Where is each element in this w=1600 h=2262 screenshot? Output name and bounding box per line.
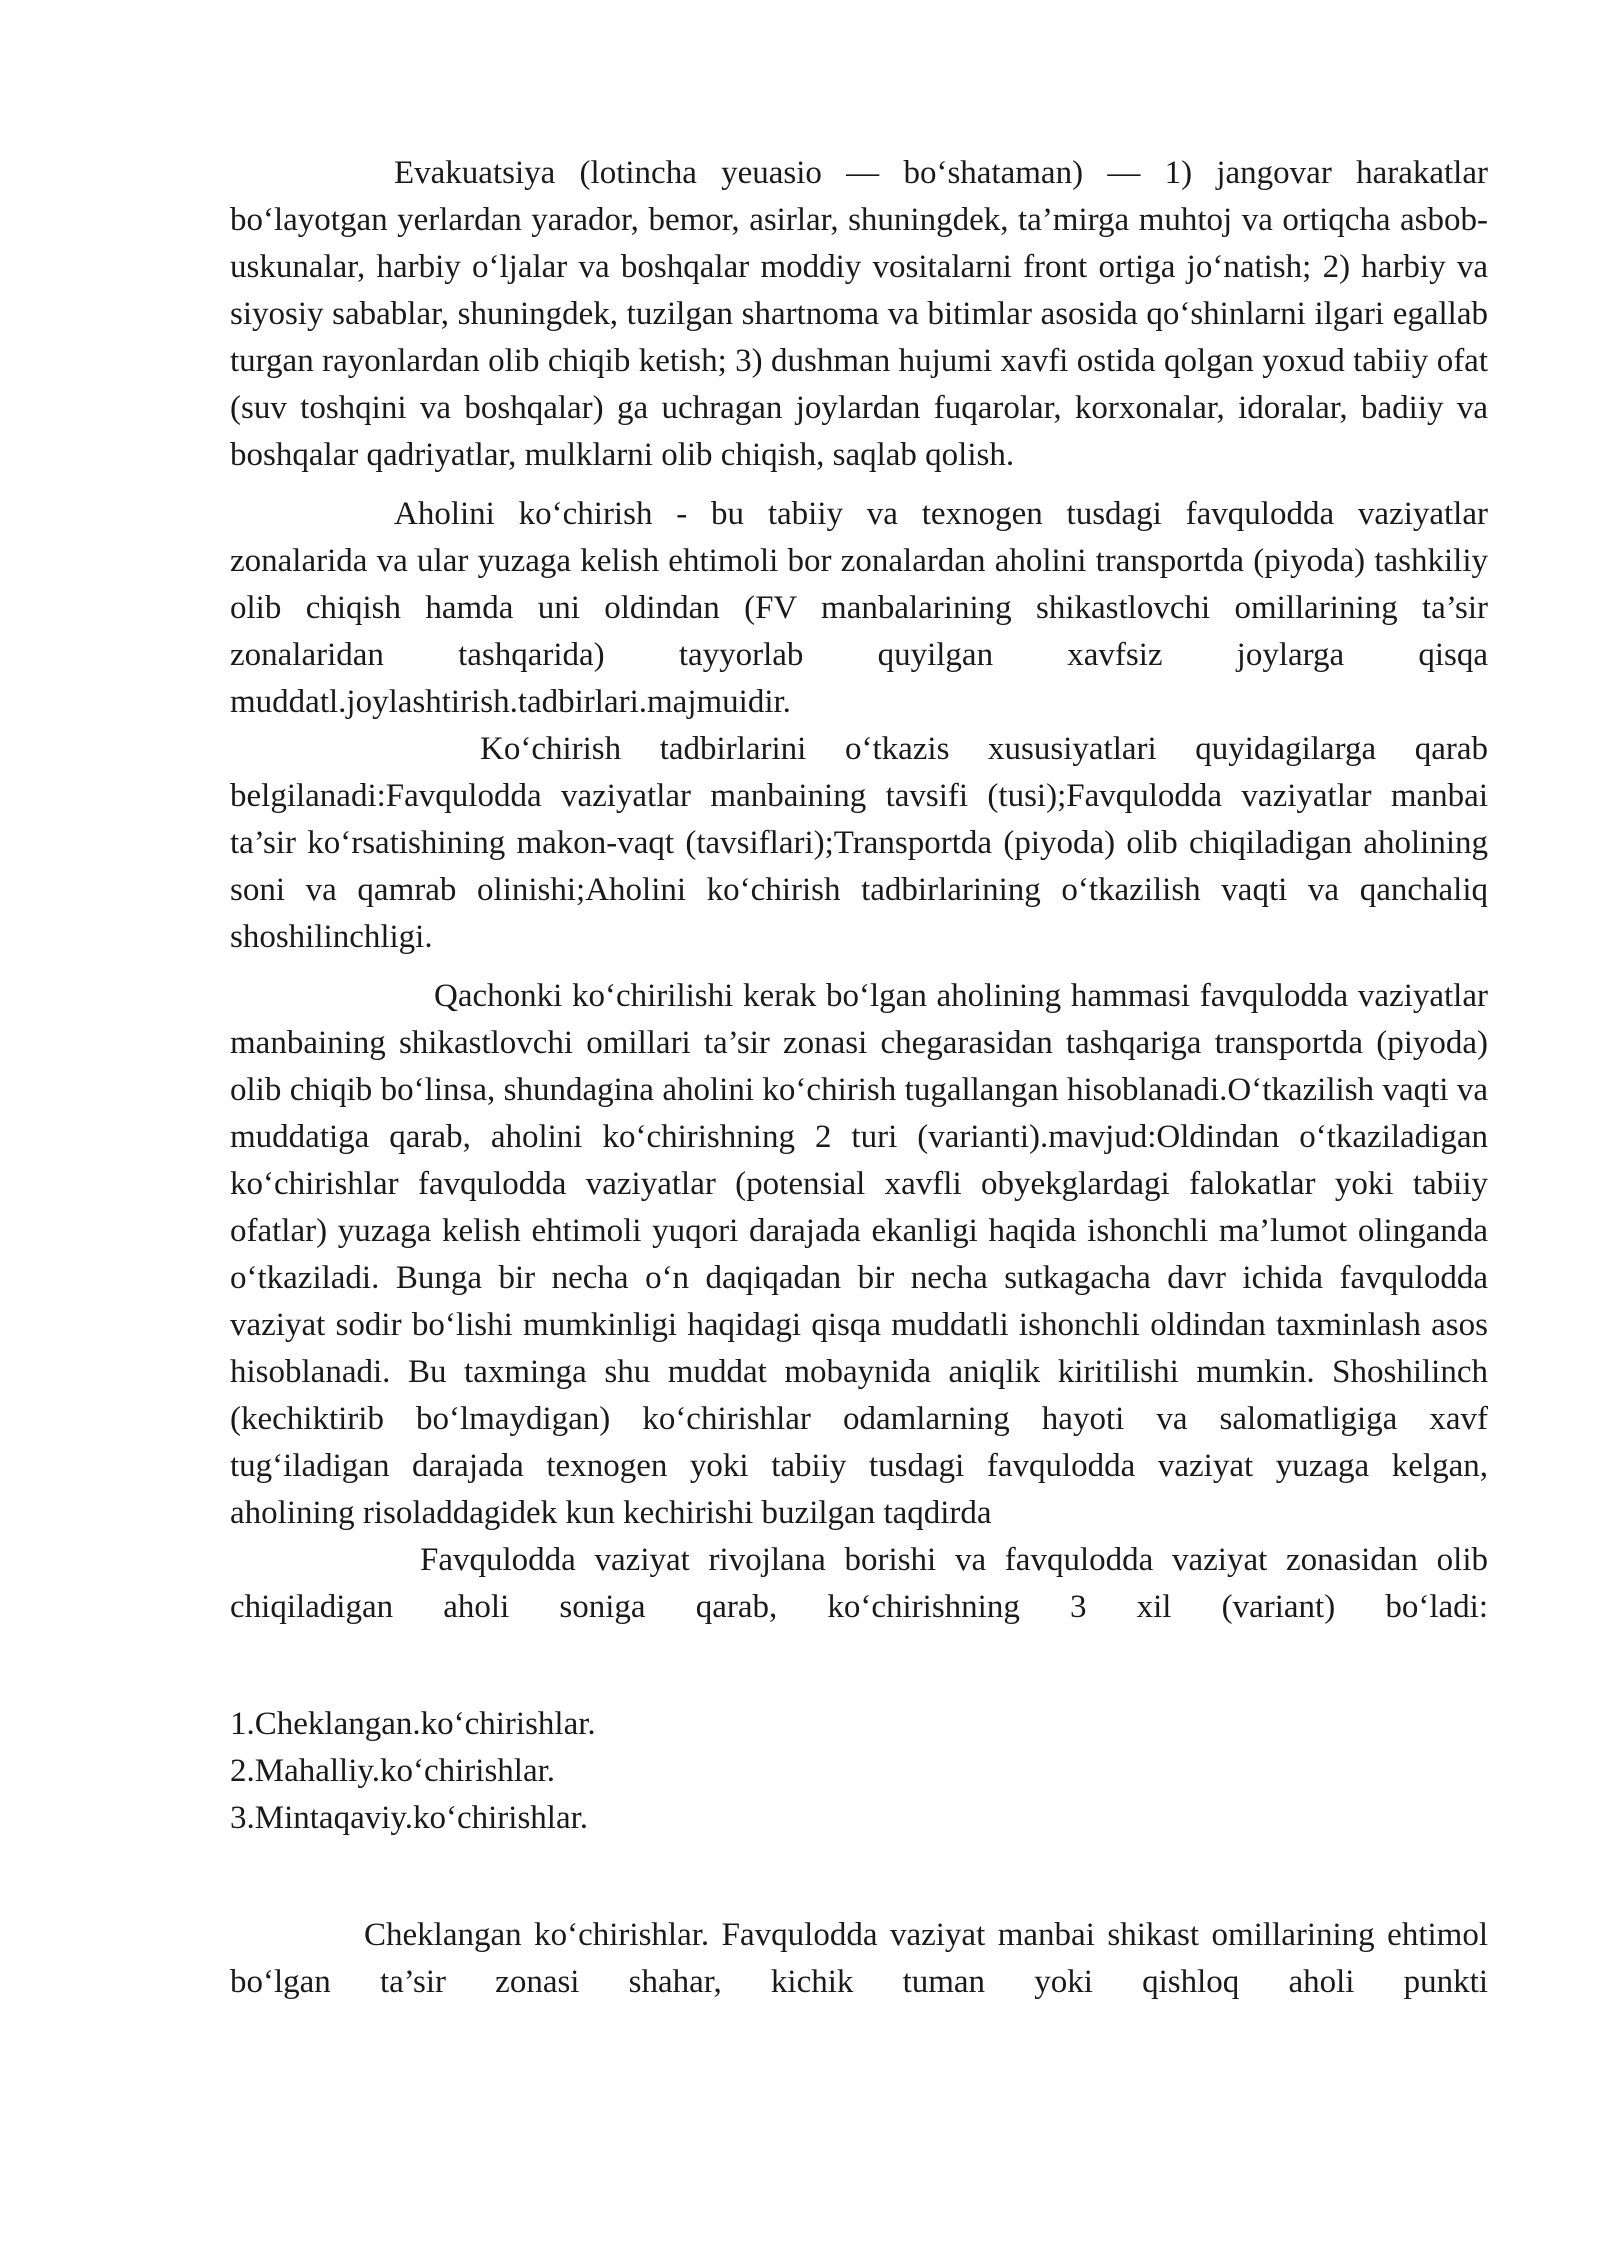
paragraph-evakuatsiya: Evakuatsiya (lotincha yeuasio — bo‘shataman) — 1) jangovar harakatlar bo‘layotgan yerlardan yarador, bemor, asirlar, shuningdek, ta’mirga muhtoj va ortiqcha asbob-uskunalar, harbiy o‘ljalar va boshqalar moddiy vositalarni front ortiga jo‘natish; 2) harbiy va siyosiy sabablar, shuningdek, tuzilgan shartnoma va bitimlar asosida qo‘shinlarni ilgari egallab turgan rayonlardan olib chiqib ketish; 3) dushman hujumi xavfi ostida qolgan yoxud tabiiy ofat (suv toshqini va boshqalar) ga uchragan joylardan fuqarolar, korxonalar, idoralar, badiiy va boshqalar qadriyatlar, mulklarni olib chiqish, saqlab qolish. [230,155,1488,473]
document-page [230,150,1488,2006]
paragraph-cheklangan: Cheklangan ko‘chirishlar. Favqulodda vaziyat manbai shikast omillarining ehtimol bo‘lgan ta’sir zonasi shahar, kichik tuman yoki qishloq aholi punkti [230,1917,1488,2000]
paragraph-favqulodda-rivojlana: Favqulodda vaziyat rivojlana borishi va favqulodda vaziyat zonasidan olib chiqiladigan aholi soniga qarab, ko‘chirishning 3 xil (variant) bo‘ladi: [230,1542,1488,1625]
list-item: 2.Mahalliy.ko‘chirishlar. [230,1753,556,1789]
kochirish-types-list [230,1701,1488,1842]
paragraph-aholini-kochirish: Aholini ko‘chirish - bu tabiiy va texnogen tusdagi favqulodda vaziyatlar zonalarida va ular yuzaga kelish ehtimoli bor zonalardan aholini transportda (piyoda) tashkiliy olib chiqish hamda uni oldindan (FV manbalarining shikastlovchi omillarining ta’sir zonalaridan tashqarida) tayyorlab quyilgan xavfsiz joylarga qisqa muddatl.joylashtirish.tadbirlari.majmuidir. [230,496,1488,720]
paragraph-qachonki: Qachonki ko‘chirilishi kerak bo‘lgan aholining hammasi favqulodda vaziyatlar manbaining shikastlovchi omillari ta’sir zonasi chegarasidan tashqariga transportda (piyoda) olib chiqib bo‘linsa, shundagina aholini ko‘chirish tugallangan hisoblanadi.O‘tkazilish vaqti va muddatiga qarab, aholini ko‘chirishning 2 turi (varianti).mavjud:Oldindan o‘tkaziladigan ko‘chirishlar favqulodda vaziyatlar (potensial xavfli obyekglardagi falokatlar yoki tabiiy ofatlar) yuzaga kelish ehtimoli yuqori darajada ekanligi haqida ishonchli ma’lumot olinganda o‘tkaziladi. Bunga bir necha o‘n daqiqadan bir necha sutkagacha davr ichida favqulodda vaziyat sodir bo‘lishi mumkinligi haqidagi qisqa muddatli ishonchli oldindan taxminlash asos hisoblanadi. Bu taxminga shu muddat mobaynida aniqlik kiritilishi mumkin. Shoshilinch (kechiktirib bo‘lmaydigan) ko‘chirishlar odamlarning hayoti va salomatligiga xavf tug‘iladigan darajada texnogen yoki tabiiy tusdagi favqulodda vaziyat yuzaga kelgan, aholining risoladdagidek kun kechirishi buzilgan taqdirda [230,978,1488,1531]
list-item: 1.Cheklangan.ko‘chirishlar. [230,1706,596,1742]
paragraph-kochirish-tadbirlari: Ko‘chirish tadbirlarini o‘tkazis xususiyatlari quyidagilarga qarab belgilanadi:Favqulodda vaziyatlar manbaining tavsifi (tusi);Favqulodda vaziyatlar manbai ta’sir ko‘rsatishining makon-vaqt (tavsiflari);Transportda (piyoda) olib chiqiladigan aholining soni va qamrab olinishi;Aholini ko‘chirish tadbirlarining o‘tkazilish vaqti va qanchaliq shoshilinchligi. [230,731,1488,955]
list-item: 3.Mintaqaviy.ko‘chirishlar. [230,1800,589,1836]
